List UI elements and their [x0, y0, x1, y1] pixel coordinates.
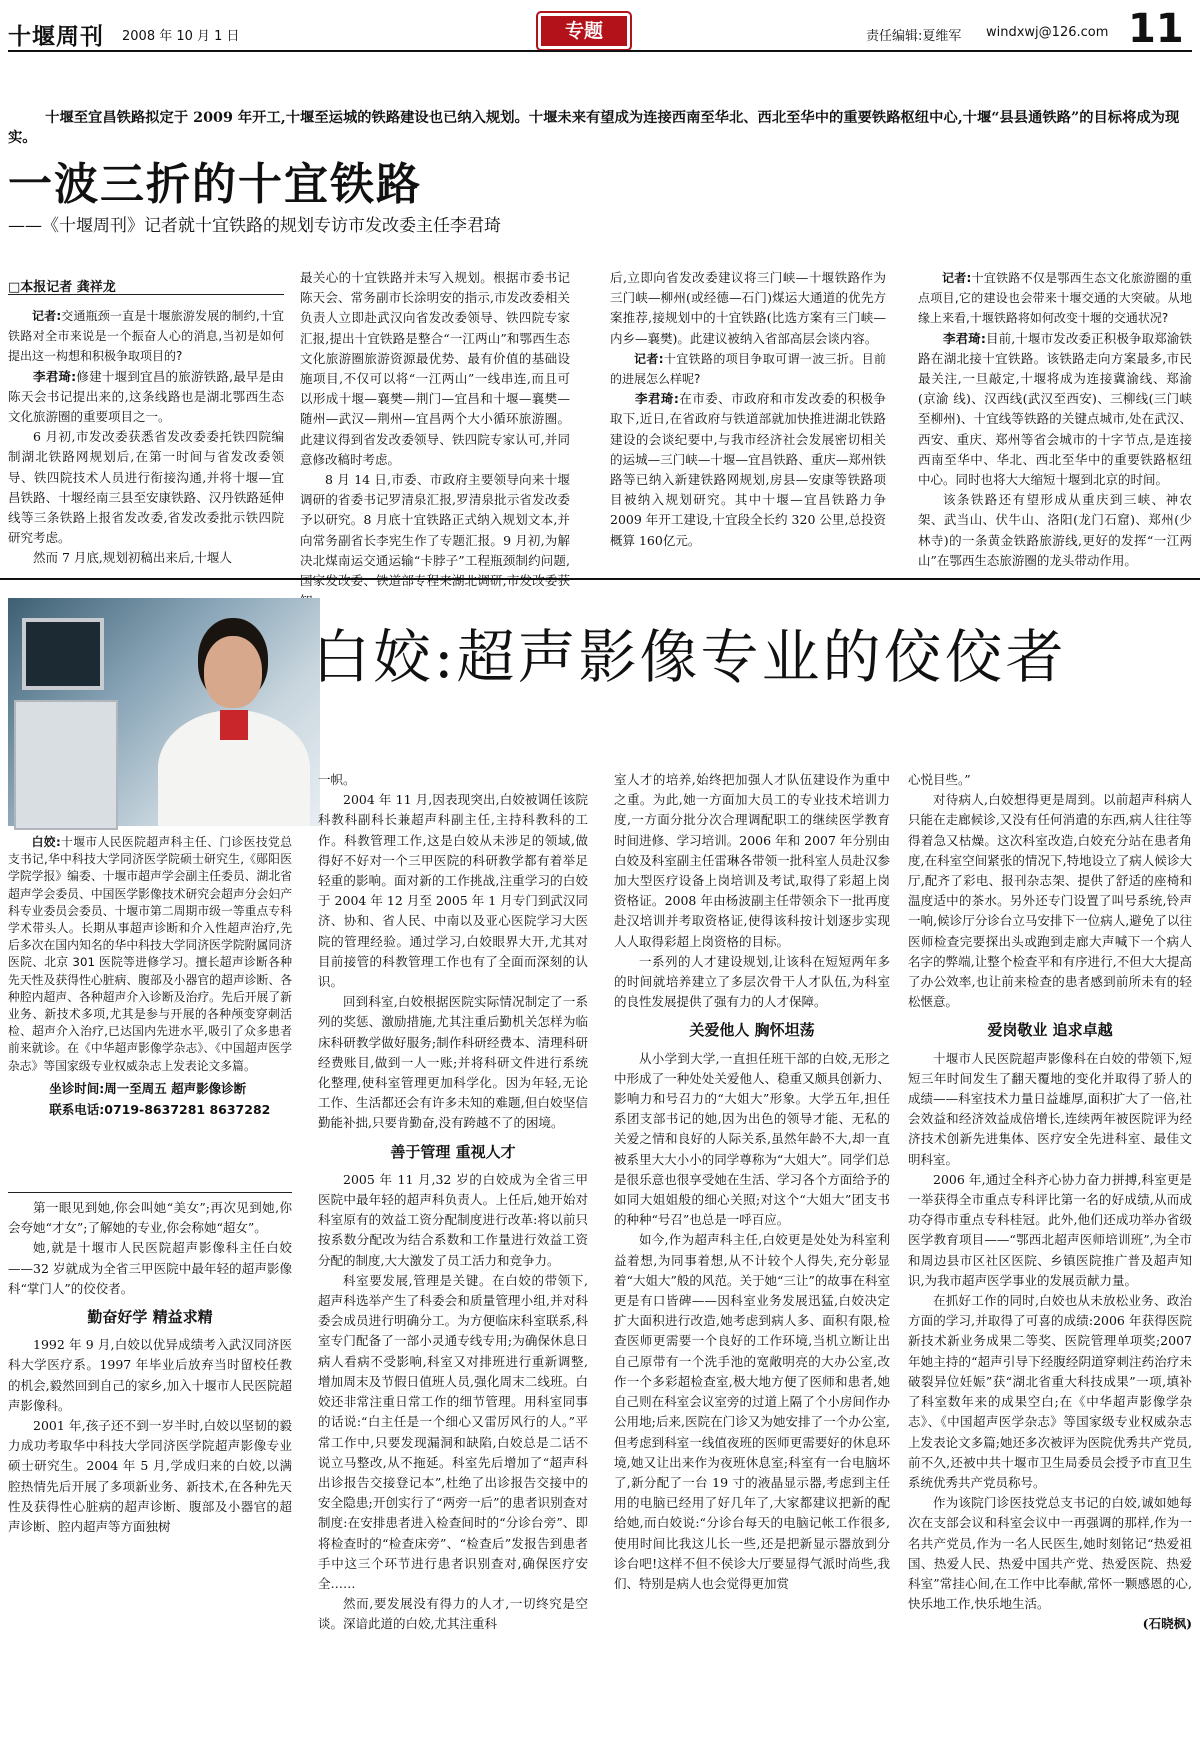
- article1-col4: [918, 268, 1192, 568]
- section-subheading: 善于管理 重视人才: [390, 1142, 516, 1161]
- paragraph-text: 6 月初,市发改委获悉省发改委委托铁四院编制湖北铁路网规划后,在第一时间与省发改委领导、铁四院技术人员进行衔接沟通,并将十堰—宜昌铁路、十堰经南三县至安康铁路、汉丹铁路延伸线等三条铁路上报省发改委,省发改委批示铁四院研究考虑。: [8, 429, 284, 546]
- paragraph: [8, 1238, 292, 1299]
- paragraph: [908, 1049, 1192, 1170]
- paragraph: [8, 367, 284, 428]
- section-subheading: 爱岗敬业 追求卓越: [987, 1021, 1113, 1040]
- speaker-label: 李君琦:: [943, 330, 986, 346]
- speaker-label: 记者:: [634, 351, 664, 366]
- paragraph: [908, 1170, 1192, 1291]
- paragraph: [610, 389, 886, 551]
- bai-jiao-photo: [8, 598, 320, 826]
- profile-box: [8, 834, 292, 1118]
- article1-subtitle: ——《十堰周刊》记者就十宜铁路的规划专访市发改委主任李君琦: [8, 216, 501, 236]
- speaker-label: 李君琦:: [635, 391, 679, 407]
- paragraph-text: 十宜铁路的项目争取可谓一波三折。目前的进展怎么样呢?: [610, 351, 886, 387]
- article2-col3: [614, 770, 890, 1738]
- paragraph: [318, 1594, 588, 1634]
- paragraph-text: 后,立即向省发改委建议将三门峡—十堰铁路作为三门峡—柳州(或经德—石门)煤运大通道的优先方案推荐,接规划中的十宜铁路(比选方案有三门峡—内乡—襄樊)。此建议被纳入省部高层会谈内容。: [610, 270, 886, 346]
- article1-byline: □本报记者 龚祥龙: [8, 280, 116, 295]
- paragraph: [908, 1493, 1192, 1614]
- section-subheading: 勤奋好学 精益求精: [87, 1308, 213, 1327]
- paragraph-text: 2006 年,通过全科齐心协力奋力拼搏,科室更是一举获得全市重点专科评比第一名的好成绩,从而成功夺得市重点专科桂冠。此外,他们还成功举办省级医学教育项目——“鄂西北超声医师培训班”,为全市和周边县市区社区医院、乡镇医院推广普及超声知识,为我市超声医学事业的发展贡献力量。: [908, 1171, 1192, 1288]
- paragraph-text: 回到科室,白姣根据医院实际情况制定了一系列的奖惩、激励措施,尤其注重后勤机关怎样为临床科研教学做好服务;制作科研经费本、清理科研经费账目,做到一人一账;并将科研文件进行系统化整理,使科室管理更加科学化。因为年轻,无论工作、生活都还会有许多未知的难题,但白姣坚信勤能补拙,只要肯勤奋,没有跨越不了的困境。: [318, 994, 588, 1131]
- speaker-label: 记者:: [942, 271, 972, 285]
- section-badge: [538, 13, 630, 49]
- paragraph-text: 科室要发展,管理是关键。在白姣的带领下,超声科选举产生了科委会和质量管理小组,并对科委会成员进行明确分工。为方便临床科室联系,科室专门配备了一部小灵通专线专用;为确保休息日病人看病不受影响,科室又对排班进行重新调整,增加周末及节假日值班人员,强化周末二线班。白姣还非常注重日常工作的细节管理。用科室同事的话说:“白主任是一个细心又雷厉风行的人。”平常工作中,只要发现漏洞和缺陷,白姣总是二话不说立马整改,从不拖延。科室先后增加了“超声科出诊报告交接登记本”,杜绝了出诊报告交接中的安全隐患;开创实行了“两旁一后”的患者识别查对制度:在安排患者进入检查间时的“分诊台旁”、即将检查时的“检查床旁”、“检查后”发报告到患者手中这三个环节进行患者识别查对,确保医疗安全……: [318, 1272, 588, 1591]
- doctor-head: [204, 636, 262, 708]
- article1-col1: [8, 306, 284, 568]
- issue-date: 2008 年 10 月 1 日: [122, 29, 240, 44]
- article2-col1: [8, 1198, 292, 1738]
- paragraph: [8, 1198, 292, 1238]
- paragraph: [918, 268, 1192, 329]
- paragraph: [8, 1416, 292, 1537]
- paragraph-text: 目前,十堰市发改委正积极争取郑渝铁路在湖北接十宜铁路。该铁路走向方案最多,市民最关注,一旦敲定,十堰将成为连接冀渝线、郑渝(京渝 线)、汉西线(武汉至西安)、三柳线(三门峡至柳州)、十宜线等铁路的关键点城市,处在武汉、西安、重庆、郑州等省会城市的十字节点,是连接西南至华中、华北、西北至华中的重要铁路枢纽中心。同时也将大大缩短十堰到北京的时间。: [918, 330, 1193, 488]
- paragraph: [614, 1230, 890, 1594]
- profile-name: 白姣:: [31, 835, 61, 849]
- paragraph-text: 修建十堰到宜昌的旅游铁路,最早是由陈天会书记提出来的,这条线路也是湖北鄂西生态文化旅游圈的重要项目之一。: [8, 368, 284, 425]
- paragraph: [614, 770, 890, 952]
- paragraph-text: 心悦目些。”: [908, 772, 971, 787]
- paragraph: [318, 992, 588, 1133]
- paragraph: [300, 268, 570, 470]
- paragraph-text: 室人才的培养,始终把加强人才队伍建设作为重中之重。为此,她一方面加大员工的专业技术培训力度,一方面分批分次合理调配职工的继续医学教育时间进修、学习培训。2006 年和 2007 年分别由白姣及科室副主任雷琳各带领一批科室人员赴汉参加大型医疗设备上岗培训及考试,取得了彩超上岗资格证。2008 年由杨波副主任带领余下一批再度赴汉培训并考取资格证,使得该科按计划逐步实现人人取得彩超上岗资格的目标。: [614, 772, 890, 949]
- paragraph: [918, 329, 1192, 491]
- paragraph-text: 她,就是十堰市人民医院超声影像科主任白姣——32 岁就成为全省三甲医院中最年轻的超声影像科“掌门人”的佼佼者。: [8, 1240, 292, 1296]
- paragraph: [318, 790, 588, 992]
- paragraph: [908, 790, 1192, 1012]
- doctor-collar: [220, 710, 248, 740]
- paragraph-text: 一帜。: [318, 772, 356, 787]
- paragraph: [908, 1614, 1192, 1634]
- section-subheading: 关爱他人 胸怀坦荡: [689, 1021, 815, 1040]
- speaker-label: 记者:: [32, 309, 62, 323]
- paragraph-text: 从小学到大学,一直担任班干部的白姣,无形之中形成了一种处处关爱他人、稳重又颇具创新力、影响力和号召力的“大姐大”形象。大学五年,担任系团支部书记的她,因为出色的领导才能、无私的关爱之情和良好的人际关系,虽然年龄不大,却一直被系里大大小小的同学尊称为“大姐大”。同学们总是很乐意也很享受她在生活、学习各个方面给予的如同大姐姐般的细心关照;对这个“大姐大”团支书的种种“号召”也总是一呼百应。: [614, 1050, 890, 1228]
- article2-title: 白姣:超声影像专业的佼佼者: [312, 623, 1067, 691]
- ultrasound-monitor: [22, 618, 104, 690]
- paragraph: [610, 349, 886, 389]
- paragraph-text: 在抓好工作的同时,白姣也从未放松业务、政治方面的学习,并取得了可喜的成绩:2006 年获得医院新技术新业务成果二等奖、医院管理单项奖;2007 年她主持的“超声引导下经腹经阴道穿刺注药治疗未破裂异位妊娠”获“湖北省重大科技成果”一项,填补了科室数年来的成果空白;在《中华超声影像学杂志》、《中国超声医学杂志》等国家级专业权威杂志上发表论文多篇;她还多次被评为医院优秀共产党员,前不久,还被中共十堰市卫生局委员会授予市直卫生系统优秀共产党员称号。: [908, 1293, 1192, 1490]
- paper-name: 十堰周刊: [8, 23, 104, 50]
- paragraph: [614, 952, 890, 1013]
- profile-text: 十堰市人民医院超声科主任、门诊医技党总支书记,华中科技大学同济医学院硕士研究生,《郧阳医学院学报》编委、十堰市超声学会副主任委员、湖北省超声学会委员、中国医学影像技术研究会超声分会妇产科专业委员会委员、十堰市第二周期市级一等重点专科学术带头人。长期从事超声诊断和介入性超声治疗,先后多次在国内知名的华中科技大学同济医学院附属同济医院、北京 301 医院等进修学习。擅长超声诊断各种先天性及获得性心脏病、腹部及小器官的超声诊断、各种腔内超声、各种超声介入诊断及治疗。先后开展了新业务、新技术多项,尤其是参与开展的各种颅变穿刺活检、超声介入治疗,已达国内先进水平,吸引了众多患者前来就诊。在《中华超声影像学杂志》、《中国超声医学杂志》等国家级专业权威杂志上发表论文多篇。: [8, 835, 292, 1073]
- contact-phone: 联系电话:0719-8637281 8637282: [49, 1101, 271, 1117]
- paragraph-text: 2004 年 11 月,因表现突出,白姣被调任该院科教科副科长兼超声科副主任,主持科教科的工作。科教管理工作,这是白姣从未涉足的领域,做得好不好对一个三甲医院的科研教学都有着举足轻重的影响。面对新的工作挑战,注重学习的白姣于 2004 年 12 月至 2005 年 1 月专门到武汉同济、协和、省人民、中南以及亚心医院学习大医院的管理经验。通过学习,白姣眼界大开,尤其对目前接管的科教管理工作也有了全面而深刻的认识。: [318, 792, 588, 990]
- paragraph-text: 然而,要发展没有得力的人才,一切终究是空谈。深谙此道的白姣,尤其注重科: [318, 1596, 588, 1632]
- paragraph-text: 最关心的十宜铁路并未写入规划。根据市委书记陈天会、常务副市长涂明安的指示,市发改委相关负责人立即赴武汉向省发改委领导、铁四院专家汇报,提出十宜铁路是整合“一江两山”和鄂西生态文化旅游圈旅游资源最优势、最有价值的基础设施项目,不仅可以将“一江两山”一线串连,而且可以形成十堰—襄樊—荆门—宜昌和十堰—襄樊—随州—武汉—荆州—宜昌两个大小循环旅游圈。此建议得到省发改委领导、铁四院专家认可,并同意修改稿时考虑。: [300, 270, 570, 467]
- section-label: 专题: [564, 20, 603, 42]
- consult-time: 坐诊时间:周一至周五 超声影像诊断: [49, 1080, 247, 1096]
- editor-credit: 责任编辑:夏维军: [866, 29, 962, 44]
- paragraph: [300, 470, 570, 611]
- paragraph-text: 然而 7 月底,规划初稿出来后,十堰人: [33, 550, 232, 566]
- paragraph-text: 交通瓶颈一直是十堰旅游发展的制约,十宜铁路对全市来说是一个振奋人心的消息,当初是如何提出这一构想和积极争取项目的?: [8, 309, 284, 364]
- article1-col2: [300, 268, 570, 589]
- paragraph: [8, 548, 284, 568]
- paragraph-text: 第一眼见到她,你会叫她“美女”;再次见到她,你会夸她“才女”;了解她的专业,你会称她“超女”。: [8, 1200, 292, 1236]
- paragraph: [610, 268, 886, 349]
- paragraph-text: 如今,作为超声科主任,白姣更是处处为科室利益着想,为同事着想,从不计较个人得失,充分彰显着“大姐大”般的风范。关于她“三让”的故事在科室更是有口皆碑——因科室业务发展迅猛,白姣决定扩大面积进行改造,她考虑到病人多、面积有限,检查医师更需要一个良好的工作环境,当机立断让出自己原带有一个洗手池的宽敞明亮的大办公室,改作一个多彩超检查室,极大地方便了医师和患者,她自己则在科室会议室旁的过道上隔了个小房间作办公用地;后来,医院在门诊又为她安排了一个办公室,但考虑到科室一线值夜班的医师更需要好的休息环境,她又让出来作为夜班休息室;科室有一台电脑坏了,新分配了一台 19 寸的液晶显示器,考虑到主任用的电脑已经用了好几年了,大家都建议把新的配给她,而白姣说:“分诊台每天的电脑记帐工作很多,使用时间比我这儿长一些,还是把新显示器放到分诊台吧!这样不但不侯诊大厅要显得气派时尚些,我们、特别是病人也会觉得更加赏: [614, 1232, 890, 1591]
- ultrasound-console: [14, 700, 118, 830]
- paragraph-text: 2005 年 11 月,32 岁的白姣成为全省三甲医院中最年轻的超声科负责人。上任后,她开始对科室原有的效益工资分配制度进行改革:将以前只按系数分配改为结合系数和工作量进行效益工资分配的制度,大大激发了员工活力和竞争力。: [318, 1171, 588, 1268]
- paragraph: [918, 490, 1192, 571]
- paragraph-text: 2001 年,孩子还不到一岁半时,白姣以坚韧的毅力成功考取华中科技大学同济医学院超声影像专业硕士研究生。2004 年 5 月,学成归来的白姣,以满腔热情先后开展了多项新业务、新技术,在各种先天性及获得性心脏病的超声诊断、腹部及小器官的超声诊断、腔内超声等方面独树: [8, 1418, 292, 1535]
- article2-col2: [318, 770, 588, 1738]
- paragraph-text: 十堰市人民医院超声影像科在白姣的带领下,短短三年时间发生了翻天覆地的变化并取得了骄人的成绩——科室技术力量日益雄厚,面积扩大了一倍,社会效益和经济效益成倍增长,连续两年被医院评为经济技术创新先进集体、医疗安全先进科室、最佳文明科室。: [908, 1050, 1192, 1167]
- paragraph-text: 在市委、市政府和市发改委的积极争取下,近日,在省政府与铁道部就加快推进湖北铁路建设的会谈纪要中,与我市经济社会发展密切相关的运城—三门峡—十堰—宜昌铁路、重庆—郑州铁路等已纳入新建铁路网规划,房县—安康等铁路项目被纳入规划研究。其中十堰—宜昌铁路力争 2009 年开工建设,十宜段全长约 320 公里,总投资概算 160亿元。: [610, 391, 886, 548]
- paragraph: [318, 1170, 588, 1271]
- paragraph: [614, 1049, 890, 1231]
- paragraph-text: 作为该院门诊医技党总支书记的白姣,诚如她每次在支部会议和科室会议中一再强调的那样,作为一名共产党员,作为一名人民医生,她时刻铭记“热爱祖国、热爱人民、热爱中国共产党、热爱医院、热爱科室”常挂心间,在工作中比奉献,常怀一颗感恩的心,快乐地工作,快乐地生活。: [908, 1495, 1192, 1612]
- paragraph: [318, 770, 588, 790]
- paragraph: [908, 770, 1192, 790]
- article1-title: 一波三折的十宜铁路: [8, 159, 422, 210]
- paragraph-text: 1992 年 9 月,白姣以优异成绩考入武汉同济医科大学医疗系。1997 年毕业后放弃当时留校任教的机会,毅然回到自己的家乡,加入十堰市人民医院超声影像科。: [8, 1337, 292, 1413]
- speaker-label: 李君琦:: [33, 368, 77, 384]
- paragraph-text: 十宜铁路不仅是鄂西生态文化旅游圈的重点项目,它的建设也会带来十堰交通的大突破。从地缘上来看,十堰铁路将如何改变十堰的交通状况?: [918, 271, 1192, 326]
- paragraph-text: (石晓枫): [1142, 1616, 1192, 1632]
- paragraph-text: 该条铁路还有望形成从重庆到三峡、神农架、武当山、伏牛山、洛阳(龙门石窟)、郑州(少林寺)的一条黄金铁路旅游线,更好的发挥“一江两山”在鄂西生态旅游圈的龙头带动作用。: [918, 492, 1192, 568]
- article2-col4: [908, 770, 1192, 1738]
- paragraph-text: 对待病人,白姣想得更是周到。以前超声科病人只能在走廊候诊,又没有任何消遣的东西,病人往往等得着急又枯燥。这次科室改造,白姣充分站在患者角度,在科室空间紧张的情况下,特地设立了病人候诊大厅,配齐了彩电、报刊杂志架、提供了舒适的座椅和温度适中的茶水。另外还专门设置了叫号系统,铃声一响,候诊厅分诊台立马安排下一位病人,避免了以往医师检查完要探出头或跑到走廊大声喊下一个病人名字的弊端,让整个检查平和有序进行,不但大大提高了办公效率,也让前来检查的患者感到前所未有的轻松惬意。: [908, 792, 1192, 1010]
- paragraph-text: 一系列的人才建设规划,让该科在短短两年多的时间就培养建立了多层次骨干人才队伍,为科室的良性发展提供了强有力的人才保障。: [614, 953, 890, 1010]
- article1-intro: 十堰至宜昌铁路拟定于 2009 年开工,十堰至运城的铁路建设也已纳入规划。十堰未来有望成为连接西南至华北、西北至华中的重要铁路枢纽中心,十堰“县县通铁路”的目标将成为现实。: [8, 110, 1180, 146]
- paragraph: [8, 427, 284, 548]
- editor-email: windxwj@126.com: [986, 25, 1109, 40]
- paragraph: [908, 1291, 1192, 1493]
- paragraph: [318, 1271, 588, 1594]
- paragraph: [8, 1335, 292, 1416]
- page-number: 11: [1128, 6, 1184, 52]
- paragraph: [8, 306, 284, 367]
- article1-col3: [610, 268, 886, 568]
- paragraph-text: 8 月 14 日,市委、市政府主要领导向来十堰调研的省委书记罗清泉汇报,罗清泉批示省发改委予以研究。8 月底十宜铁路正式纳入规划文本,并向常务副省长李宪生作了专题汇报。9 月初,为解决北煤南运交通运输“卡脖子”工程瓶颈制约问题,国家发改委、铁道部专程来湖北调研,市发改委获: [300, 472, 570, 589]
